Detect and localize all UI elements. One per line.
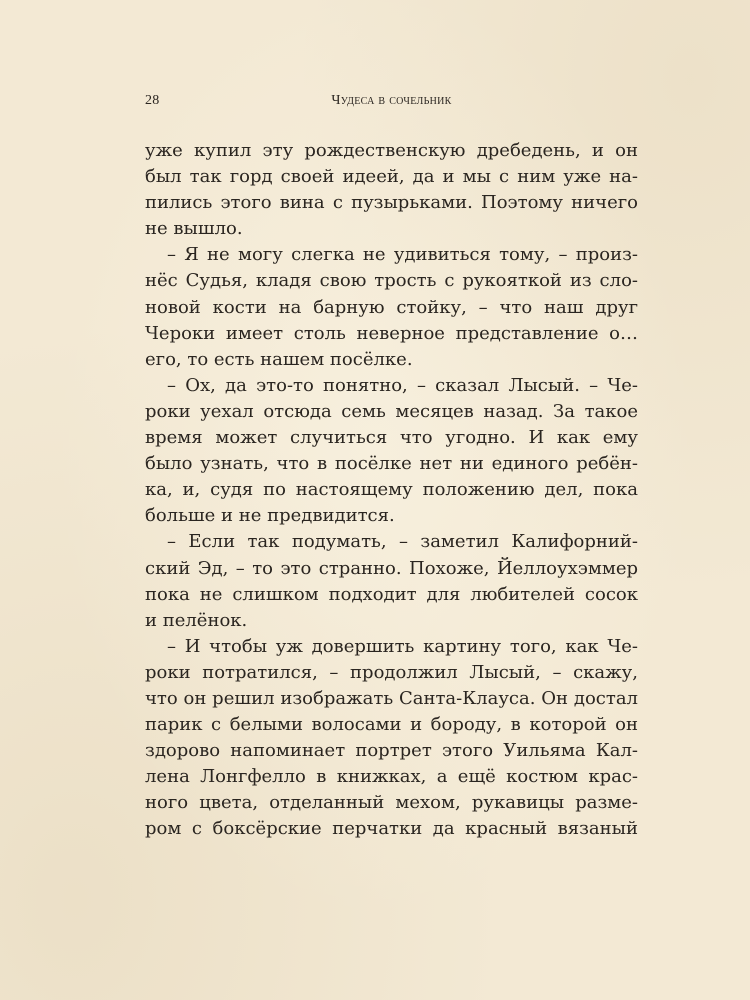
text-line: был так горд своей идеей, да и мы с ним уже на-: [145, 166, 638, 188]
text-line: пились этого вина с пузырьками. Поэтому ничего: [145, 192, 638, 214]
text-line: Чероки имеет столь неверное представление о…: [145, 322, 638, 344]
running-title: Чудеса в сочельник: [331, 93, 452, 108]
body-text: [145, 138, 638, 843]
text-line: новой кости на барную стойку, – что наш друг: [145, 296, 638, 318]
text-line: что он решил изображать Санта-Клауса. Он достал: [145, 687, 638, 709]
text-line: ский Эд, – то это странно. Похоже, Йеллоухэммер: [145, 557, 638, 579]
text-line: парик с белыми волосами и бороду, в которой он: [145, 714, 638, 736]
page-header: [145, 93, 638, 113]
text-line: – И чтобы уж довершить картину того, как Че-: [167, 635, 638, 657]
text-line: было узнать, что в посёлке нет ни единого ребён-: [145, 453, 638, 475]
text-line: роки уехал отсюда семь месяцев назад. За такое: [145, 400, 638, 422]
text-line: ка, и, судя по настоящему положению дел, пока: [145, 479, 638, 501]
text-line: уже купил эту рождественскую дребедень, и он: [145, 140, 638, 161]
text-line: лена Лонгфелло в книжках, а ещё костюм крас-: [145, 766, 638, 788]
text-line: и пелёнок.: [145, 609, 248, 631]
text-line: – Я не могу слегка не удивиться тому, – произ-: [167, 244, 638, 266]
text-line: больше и не предвидится.: [145, 505, 395, 527]
page-number: 28: [145, 93, 160, 108]
text-line: ром с боксёрские перчатки да красный вязаный: [145, 818, 638, 840]
text-line: здорово напоминает портрет этого Уильяма Кал-: [145, 740, 638, 762]
text-line: нёс Судья, кладя свою трость с рукояткой из сло-: [145, 270, 638, 292]
text-line: роки потратился, – продолжил Лысый, – скажу,: [145, 661, 638, 683]
text-line: – Если так подумать, – заметил Калифорний-: [167, 531, 638, 553]
text-line: не вышло.: [145, 218, 243, 240]
text-line: – Ох, да это-то понятно, – сказал Лысый. – Че-: [167, 374, 638, 396]
text-line: пока не слишком подходит для любителей сосок: [145, 583, 638, 605]
text-line: его, то есть нашем посёлке.: [145, 348, 413, 370]
text-line: ного цвета, отделанный мехом, рукавицы разме-: [145, 792, 638, 814]
text-line: время может случиться что угодно. И как ему: [145, 427, 638, 449]
